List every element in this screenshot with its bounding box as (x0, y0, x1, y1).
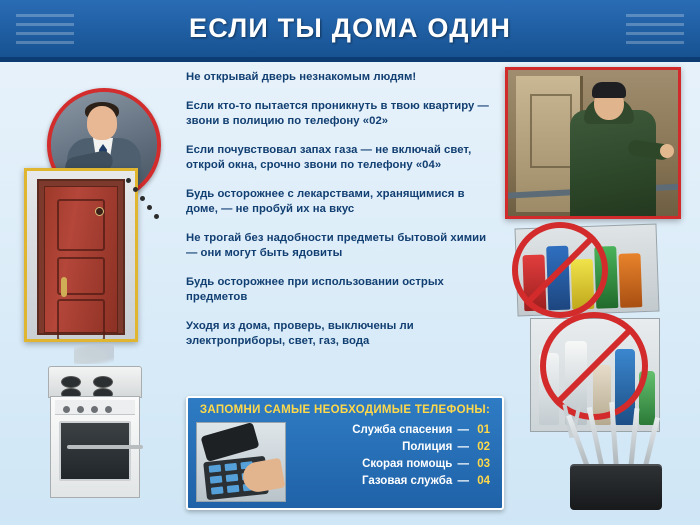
knife-blade (642, 417, 660, 471)
phone-number: 01 (477, 424, 490, 436)
phone-row (292, 441, 496, 453)
phone-dash: — (457, 441, 469, 453)
rule-item: Если кто-то пытается проникнуть в твою квартиру — звони в полицию по телефону «02» (186, 100, 489, 127)
phone-handset-icon (200, 422, 259, 462)
dotted-connector (124, 176, 164, 236)
rule-item: Уходя из дома, проверь, выключены ли электроприборы, свет, газ, вода (186, 320, 414, 347)
phone-service-label: Полиция (402, 441, 453, 453)
rule-item: Будь осторожнее при использовании острых предметов (186, 276, 444, 303)
apartment-door-photo (24, 168, 138, 342)
rule-item: Если почувствовал запах газа — не включай свет, открой окна, срочно звони по телефону «04» (186, 144, 472, 171)
door-panel-bottom (57, 299, 105, 341)
rule-item: Не трогай без надобности предметы бытовой химии — они могут быть ядовиты (186, 232, 487, 259)
phone-row (292, 475, 496, 487)
stove-knob (105, 406, 112, 413)
stove-control-panel (55, 400, 135, 415)
dialing-telephone-photo (196, 422, 286, 502)
rule-item: Будь осторожнее с лекарствами, хранящимися в доме, — не пробуй их на вкус (186, 188, 465, 215)
phone-dash: — (457, 458, 469, 470)
phone-service-label: Служба спасения (352, 424, 453, 436)
stove-knob (77, 406, 84, 413)
stove-knob (63, 406, 70, 413)
page-title: ЕСЛИ ТЫ ДОМА ОДИН (188, 13, 512, 43)
chem-bottle (618, 253, 642, 308)
phone-number: 04 (477, 475, 490, 487)
phone-service-label: Скорая помощь (362, 458, 453, 470)
gas-stove-illustration (48, 362, 140, 500)
emergency-phones-title: ЗАПОМНИ САМЫЕ НЕОБХОДИМЫЕ ТЕЛЕФОНЫ: (199, 404, 491, 416)
rule-item: Не открывай дверь незнакомым людям! (186, 71, 417, 83)
stove-body (50, 396, 140, 498)
burglar-hat (592, 82, 626, 98)
knife-block-stand (570, 464, 662, 510)
burglar-jacket (570, 110, 656, 218)
stove-burner (61, 376, 81, 388)
stove-legs (55, 496, 139, 503)
rules-list (186, 70, 498, 363)
knife-block-photo (556, 398, 676, 510)
door-leaf (44, 186, 118, 333)
oven-handle-icon (67, 445, 143, 449)
stove-oven-door (59, 421, 131, 481)
phone-row (292, 424, 496, 436)
door-handle-icon (61, 277, 67, 297)
phone-number: 03 (477, 458, 490, 470)
emergency-phones-box (186, 396, 504, 510)
phone-dash: — (457, 424, 469, 436)
peephole-icon (95, 207, 104, 216)
stove-burner (93, 376, 113, 388)
phone-row (292, 458, 496, 470)
phone-number: 02 (477, 441, 490, 453)
knife-blade (609, 402, 619, 470)
knife-blade (587, 407, 605, 471)
stove-cooktop (48, 366, 142, 398)
burglar-hand (660, 144, 674, 158)
prohibition-sign-icon (512, 222, 608, 318)
man-breaking-in-photo (505, 67, 681, 219)
knife-blade (628, 408, 639, 470)
phone-dash: — (457, 475, 469, 487)
steam-icon (74, 344, 114, 364)
emergency-phones-list (292, 424, 496, 492)
portrait-head (87, 106, 117, 140)
door-frame (37, 179, 125, 335)
stove-knob (91, 406, 98, 413)
burglar-door-panel (530, 94, 572, 168)
phone-service-label: Газовая служба (361, 475, 453, 487)
